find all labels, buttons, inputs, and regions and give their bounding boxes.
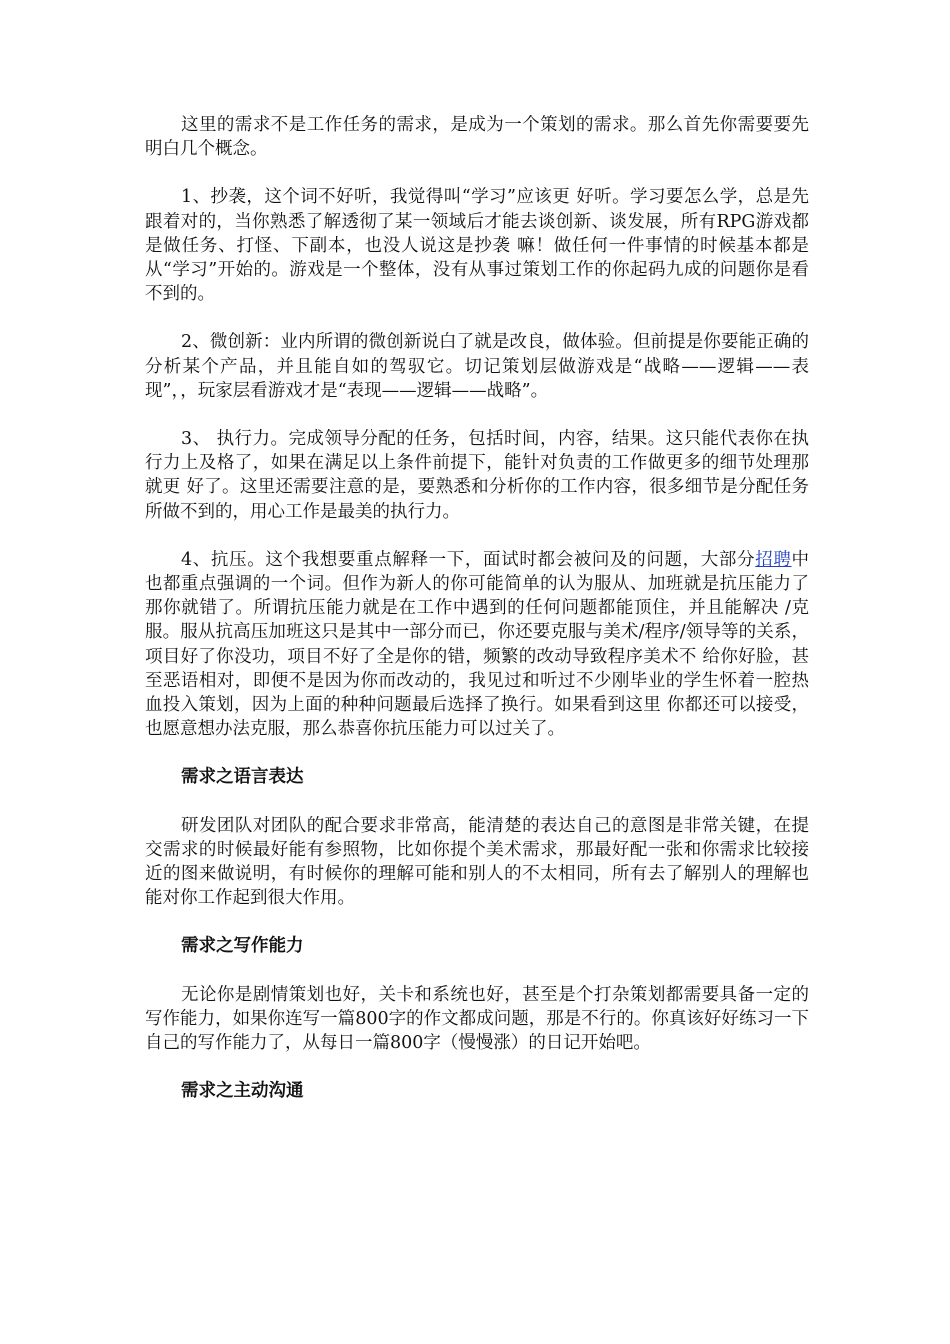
paragraph-writing-ability: 无论你是剧情策划也好，关卡和系统也好，甚至是个打杂策划都需要具备一定的写作能力，如果你连写一篇800字的作文都成问题，那是不行的。你真该好好练习一下自己的写作能力了，从每日一篇800字（慢慢涨）的日记开始吧。 [145,984,809,1054]
paragraph-pressure-rest: 中 也都重点强调的一个词。但作为新人的你可能简单的认为服从、加班就是抗压能力了那你就错了。所谓抗压能力就是在工作中遇到的任何问题都能顶住，并且能解决 /克服。服从抗高压加班这只是其中一部分而已，你还要克服与美术/程序/领导等的关系，项目好了你没功，项目不好了全是你的错，频繁的改动导致程序美术不 给你好脸，甚至恶语相对，即便不是因为你而改动的，我见过和听过不少刚毕业的学生怀着一腔热血投入策划，因为上面的种种问题最后选择了换行。如果看到这里 你都还可以接受，也愿意想办法克服，那么恭喜你抗压能力可以过关了。 [145,549,810,740]
paragraph-language-expression: 研发团队对团队的配合要求非常高，能清楚的表达自己的意图是非常关键，在提交需求的时候最好能有参照物，比如你提个美术需求，那最好配一张和你需求比较接近的图来做说明，有时候你的理解可能和别人的不太相同，所有去了解别人的理解也能对你工作起到很大作用。 [145,815,809,909]
paragraph-intro: 这里的需求不是工作任务的需求，是成为一个策划的需求。那么首先你需要要先明白几个概念。 [145,115,809,160]
paragraph-plagiarism: 1、抄袭，这个词不好听，我觉得叫“学习”应该更 好听。学习要怎么学，总是先跟着对的，当你熟悉了解透彻了某一领域后才能去谈创新、谈发展，所有RPG游戏都是做任务、打怪、下副本，也没人说这是抄袭 嘛！做任何一件事情的时候基本都是从“学习”开始的。游戏是一个整体，没有从事过策划工作的你起码九成的问题你是看不到的。 [145,187,809,305]
recruitment-link[interactable]: 招聘 [755,549,792,570]
heading-active-communication: 需求之主动沟通 [181,1081,304,1102]
paragraph-micro-innovation: 2、微创新：业内所谓的微创新说白了就是改良，做体验。但前提是你要能正确的分析某个产品，并且能自如的驾驭它。切记策划层做游戏是“战略——逻辑——表现”，，玩家层看游戏才是“表现——逻辑——战略”。 [145,332,809,401]
paragraph-execution: 3、 执行力。完成领导分配的任务，包括时间，内容，结果。这只能代表你在执行力上及格了，如果在满足以上条件前提下，能针对负责的工作做更多的细节处理那就更 好了。这里还需要注意的是，要熟悉和分析你的工作内容，很多细节是分配任务所做不到的，用心工作是最美的执行力。 [145,429,809,522]
heading-writing-ability: 需求之写作能力 [181,936,304,957]
paragraph-pressure [145,548,809,742]
paragraph-pressure-start: 4、抗压。这个我想要重点解释一下，面试时都会被问及的问题，大部分 [181,549,756,570]
document-body [145,113,809,1128]
heading-language-expression: 需求之语言表达 [181,767,304,788]
